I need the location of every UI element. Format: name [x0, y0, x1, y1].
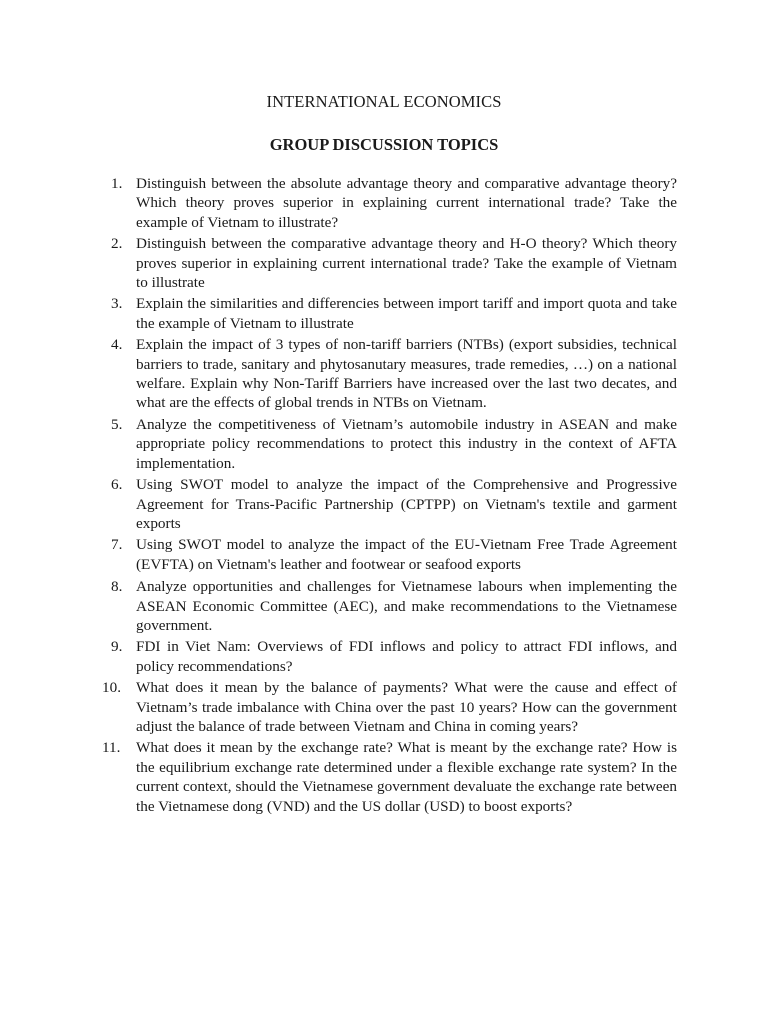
document-subtitle: GROUP DISCUSSION TOPICS: [269, 135, 499, 154]
topic-text: Analyze opportunities and challenges for Vietnamese labours when implementing the ASEAN Economic Committee (AEC), and make recommendations to the Vietnamese government.: [136, 578, 677, 634]
topic-number: 11.: [102, 739, 121, 757]
topic-item-11: [100, 738, 677, 816]
topic-item-7: [100, 535, 677, 574]
topic-number: 5.: [111, 415, 123, 433]
topic-number: 7.: [111, 536, 123, 554]
topic-number: 3.: [111, 295, 123, 313]
topic-item-5: [100, 415, 677, 473]
topic-text: What does it mean by the balance of payments? What were the cause and effect of Vietnam’s trade imbalance with China over the past 10 years? How can the government adjust the balance of trade between Vietnam and China in coming years?: [136, 679, 677, 735]
topic-item-2: [100, 234, 677, 292]
topic-item-6: [100, 475, 677, 533]
topic-number: 9.: [111, 638, 123, 656]
topic-number: 8.: [111, 578, 123, 596]
topic-item-4: [100, 335, 677, 413]
topic-item-1: [100, 174, 677, 232]
topic-text: Analyze the competitiveness of Vietnam’s automobile industry in ASEAN and make appropriate policy recommendations to protect this industry in the context of AFTA implementation.: [136, 415, 677, 472]
topic-text: Using SWOT model to analyze the impact of the Comprehensive and Progressive Agreement for Trans-Pacific Partnership (CPTPP) on Vietnam's textile and garment exports: [136, 476, 677, 532]
topic-item-10: [100, 678, 677, 736]
document-title: INTERNATIONAL ECONOMICS: [266, 92, 502, 111]
topic-number: 2.: [111, 235, 123, 253]
topic-number: 1.: [111, 175, 123, 192]
topic-item-9: [100, 637, 677, 676]
topic-text: Explain the similarities and differencies between import tariff and import quota and take the example of Vietnam to illustrate: [136, 295, 677, 332]
topic-text: Using SWOT model to analyze the impact of the EU-Vietnam Free Trade Agreement (EVFTA) on Vietnam's leather and footwear or seafood exports: [136, 536, 677, 573]
topic-text: FDI in Viet Nam: Overviews of FDI inflows and policy to attract FDI inflows, and policy recommendations?: [136, 638, 677, 675]
topic-text: What does it mean by the exchange rate? What is meant by the exchange rate? How is the equilibrium exchange rate determined under a flexible exchange rate system? In the current context, should the Vietnamese government devaluate the exchange rate between the Vietnamese dong (VND) and the US dollar (USD) to boost exports?: [136, 739, 677, 815]
topic-number: 4.: [111, 336, 123, 354]
topic-number: 6.: [111, 476, 123, 494]
topic-item-8: [100, 577, 677, 635]
topic-list: [100, 174, 677, 816]
topic-text: Distinguish between the comparative advantage theory and H-O theory? Which theory proves superior in explaining current international trade? Take the example of Vietnam to illustrate: [136, 235, 677, 292]
topic-number: 10.: [102, 679, 121, 697]
topic-text: Distinguish between the absolute advantage theory and comparative advantage theory? Which theory proves superior in explaining current international trade? Take the example of Vietnam to illustrate?: [136, 175, 677, 231]
topic-item-3: [100, 294, 677, 333]
topic-text: Explain the impact of 3 types of non-tariff barriers (NTBs) (export subsidies, technical barriers to trade, sanitary and phytosanutary measures, trade remedies, …) on a national welfare. Explain why Non-Tariff Barriers have increased over the last two decates, and what are the effects of global trends in NTBs on Vietnam.: [136, 336, 677, 412]
